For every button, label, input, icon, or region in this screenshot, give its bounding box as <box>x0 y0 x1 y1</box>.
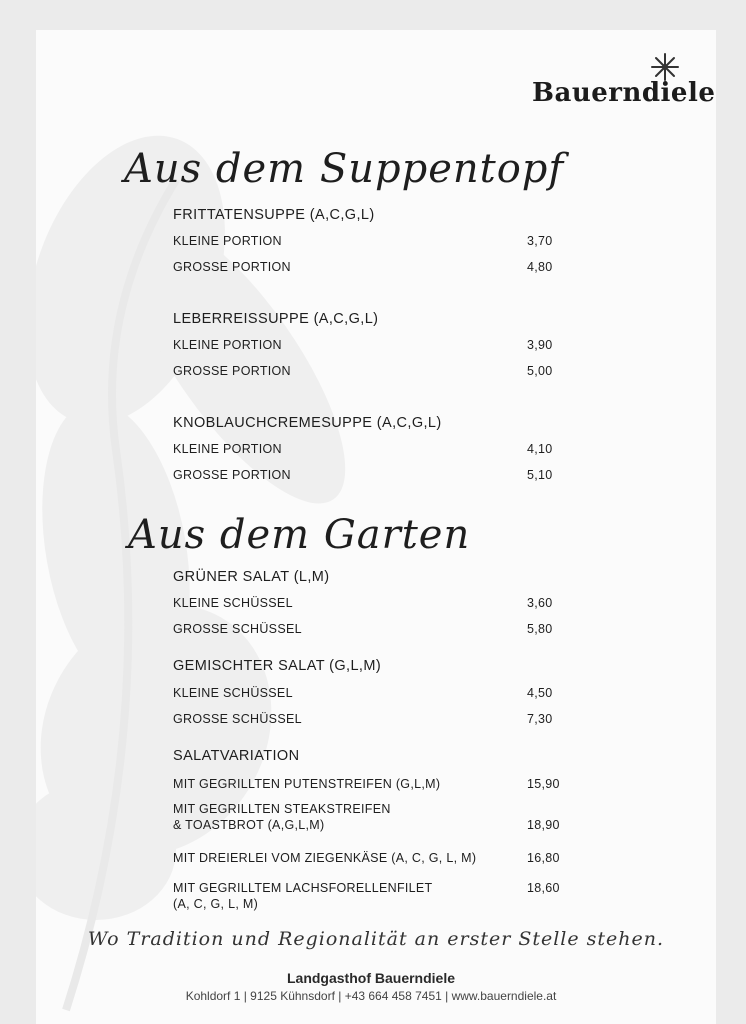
brand-logo <box>532 52 716 112</box>
section-heading-soups: Aus dem Suppentopf <box>124 146 565 192</box>
line-label-continued: (A, C, G, L, M) <box>173 897 259 911</box>
menu-line <box>173 363 573 379</box>
menu-line <box>173 776 573 792</box>
dish-title: FRITTATENSUPPE (A,C,G,L) <box>173 207 375 223</box>
line-price: 3,90 <box>527 338 553 352</box>
footer-restaurant-name: Landgasthof Bauerndiele <box>286 970 456 986</box>
line-price: 5,00 <box>527 364 553 378</box>
line-label: MIT GEGRILLTEM LACHSFORELLENFILET <box>173 881 433 895</box>
line-price: 7,30 <box>527 712 553 726</box>
menu-line <box>173 337 573 353</box>
dish-title: GEMISCHTER SALAT (G,L,M) <box>173 658 382 674</box>
tagline: Wo Tradition und Regionalität an erster Stelle stehen. <box>87 928 665 950</box>
menu-line <box>173 233 573 249</box>
line-label: GROSSE PORTION <box>173 468 291 482</box>
menu-page <box>36 30 716 1024</box>
line-price: 18,60 <box>527 881 560 895</box>
menu-line <box>173 259 573 275</box>
menu-line <box>173 801 573 833</box>
line-price: 3,60 <box>527 596 553 610</box>
line-price: 18,90 <box>527 818 560 832</box>
dish-title: GRÜNER SALAT (L,M) <box>173 569 330 585</box>
dish-title: LEBERREISSUPPE (A,C,G,L) <box>173 311 379 327</box>
line-label: KLEINE PORTION <box>173 234 282 248</box>
line-label: GROSSE PORTION <box>173 260 291 274</box>
line-price: 5,10 <box>527 468 553 482</box>
line-label: MIT GEGRILLTEN STEAKSTREIFEN <box>173 802 391 816</box>
line-price: 4,80 <box>527 260 553 274</box>
dish-title: SALATVARIATION <box>173 748 300 764</box>
line-price: 4,10 <box>527 442 553 456</box>
brand-name: Bauerndiele <box>532 78 716 108</box>
line-label-continued: & TOASTBROT (A,G,L,M) <box>173 818 325 832</box>
menu-line <box>173 850 573 866</box>
line-label: GROSSE SCHÜSSEL <box>173 622 302 636</box>
line-label: MIT DREIERLEI VOM ZIEGENKÄSE (A, C, G, L, M) <box>173 851 477 865</box>
menu-line <box>173 467 573 483</box>
line-price: 3,70 <box>527 234 553 248</box>
line-price: 4,50 <box>527 686 553 700</box>
line-label: KLEINE SCHÜSSEL <box>173 686 293 700</box>
line-label: GROSSE SCHÜSSEL <box>173 712 302 726</box>
line-label: KLEINE PORTION <box>173 442 282 456</box>
line-price: 15,90 <box>527 777 560 791</box>
menu-line <box>173 621 573 637</box>
menu-line <box>173 441 573 457</box>
dish-title: KNOBLAUCHCREMESUPPE (A,C,G,L) <box>173 415 442 431</box>
section-heading-garden: Aus dem Garten <box>128 512 471 558</box>
menu-line <box>173 685 573 701</box>
line-price: 16,80 <box>527 851 560 865</box>
line-price: 5,80 <box>527 622 553 636</box>
line-label: KLEINE SCHÜSSEL <box>173 596 293 610</box>
menu-line <box>173 595 573 611</box>
line-label: MIT GEGRILLTEN PUTENSTREIFEN (G,L,M) <box>173 777 441 791</box>
line-label: KLEINE PORTION <box>173 338 282 352</box>
menu-line <box>173 880 573 912</box>
footer-address: Kohldorf 1 | 9125 Kühnsdorf | +43 664 458 7451 | www.bauerndiele.at <box>185 989 557 1003</box>
line-label: GROSSE PORTION <box>173 364 291 378</box>
menu-line <box>173 711 573 727</box>
